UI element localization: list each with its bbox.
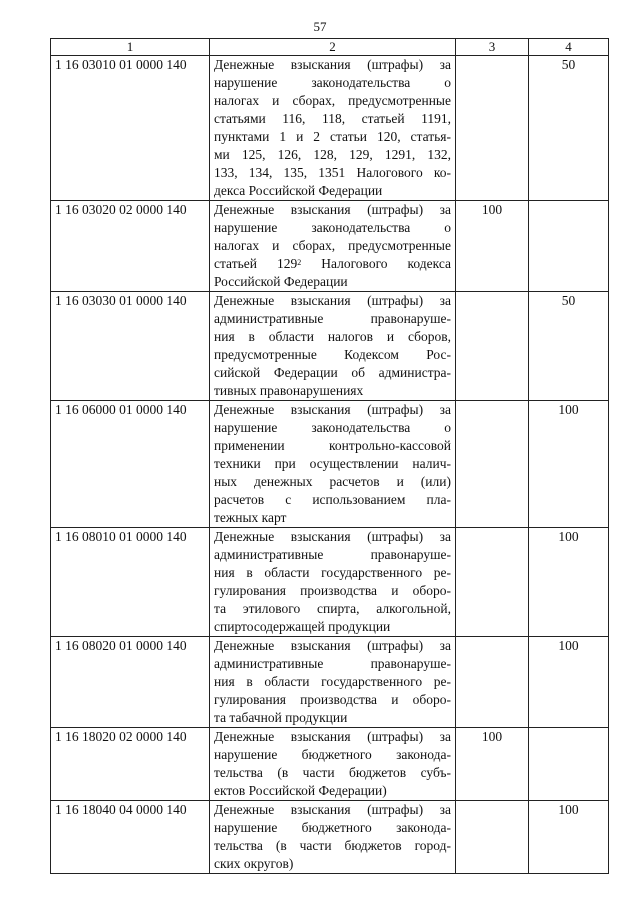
- table-row: [51, 637, 609, 728]
- value-col-3: 100: [456, 728, 529, 801]
- budget-classification-table: [50, 38, 609, 874]
- description-line: пунктами 1 и 2 статьи 120, статья-: [214, 129, 451, 144]
- value-col-3: 100: [456, 201, 529, 292]
- revenue-description: [210, 528, 456, 637]
- revenue-code: 1 16 03020 02 0000 140: [51, 201, 210, 292]
- revenue-description: [210, 56, 456, 201]
- description-text: статьей 129: [214, 256, 298, 271]
- table-row: [51, 292, 609, 401]
- description-line: тивных правонарушениях: [214, 383, 364, 398]
- value-col-3: [456, 292, 529, 401]
- revenue-code: 1 16 03010 01 0000 140: [51, 56, 210, 201]
- description-line: тельства (в части бюджетов город-: [214, 838, 451, 853]
- description-line: предусмотренные Кодексом Рос-: [214, 347, 451, 362]
- column-header-4: 4: [529, 39, 609, 56]
- revenue-code: 1 16 18020 02 0000 140: [51, 728, 210, 801]
- description-line: ми 125, 126, 128, 129, 1291, 132,: [214, 147, 451, 162]
- table-row: [51, 728, 609, 801]
- value-col-4: 50: [529, 292, 609, 401]
- revenue-code: 1 16 08010 01 0000 140: [51, 528, 210, 637]
- description-line: сийской Федерации об администра-: [214, 365, 451, 380]
- table-row: [51, 801, 609, 874]
- revenue-description: [210, 637, 456, 728]
- description-line: административные правонаруше-: [214, 656, 451, 671]
- description-line: Денежные взыскания (штрафы) за: [214, 57, 451, 72]
- column-header-2: 2: [210, 39, 456, 56]
- value-col-3: [456, 637, 529, 728]
- description-line: техники при осуществлении налич-: [214, 456, 451, 471]
- column-header-1: 1: [51, 39, 210, 56]
- value-col-4: 50: [529, 56, 609, 201]
- description-text: Налогового кодекса: [301, 256, 451, 271]
- value-col-4: 100: [529, 637, 609, 728]
- description-line: нарушение законодательства о: [214, 75, 451, 90]
- description-line: Денежные взыскания (штрафы) за: [214, 802, 451, 817]
- description-line: ектов Российской Федерации): [214, 783, 387, 798]
- description-line: 133, 134, 135, 1351 Налогового ко-: [214, 165, 451, 180]
- value-col-3: [456, 56, 529, 201]
- description-line: Денежные взыскания (штрафы) за: [214, 529, 451, 544]
- revenue-code: 1 16 03030 01 0000 140: [51, 292, 210, 401]
- description-line: нарушение бюджетного законода-: [214, 820, 451, 835]
- description-line: Денежные взыскания (штрафы) за: [214, 202, 451, 217]
- description-line: нарушение законодательства о: [214, 420, 451, 435]
- description-line: спиртосодержащей продукции: [214, 619, 391, 634]
- description-line: административные правонаруше-: [214, 547, 451, 562]
- description-line: Денежные взыскания (штрафы) за: [214, 638, 451, 653]
- description-line: ния в области налогов и сборов,: [214, 329, 451, 344]
- value-col-4: 100: [529, 401, 609, 528]
- description-line: налогах и сборах, предусмотренные: [214, 238, 451, 253]
- description-line: Денежные взыскания (штрафы) за: [214, 293, 451, 308]
- description-line: налогах и сборах, предусмотренные: [214, 93, 451, 108]
- value-col-4: 100: [529, 801, 609, 874]
- table-row: [51, 56, 609, 201]
- description-line: гулирования производства и оборо-: [214, 583, 451, 598]
- table-row: [51, 401, 609, 528]
- description-line: расчетов с использованием пла-: [214, 492, 451, 507]
- table-row: [51, 201, 609, 292]
- description-line: ских округов): [214, 856, 294, 871]
- description-line: та табачной продукции: [214, 710, 348, 725]
- value-col-3: [456, 528, 529, 637]
- description-line: декса Российской Федерации: [214, 183, 383, 198]
- description-line: тельства (в части бюджетов субъ-: [214, 765, 451, 780]
- revenue-description: [210, 292, 456, 401]
- revenue-code: 1 16 18040 04 0000 140: [51, 801, 210, 874]
- description-line: гулирования производства и оборо-: [214, 692, 451, 707]
- table-header: [51, 39, 609, 56]
- revenue-description: [210, 201, 456, 292]
- revenue-description: [210, 401, 456, 528]
- column-header-3: 3: [456, 39, 529, 56]
- value-col-4: 100: [529, 528, 609, 637]
- description-line: Денежные взыскания (штрафы) за: [214, 402, 451, 417]
- description-line: административные правонаруше-: [214, 311, 451, 326]
- value-col-3: [456, 401, 529, 528]
- value-col-4: [529, 728, 609, 801]
- page-number: 57: [313, 19, 327, 34]
- description-line: та этилового спирта, алкогольной,: [214, 601, 451, 616]
- value-col-4: [529, 201, 609, 292]
- description-line: ния в области государственного ре-: [214, 565, 451, 580]
- revenue-code: 1 16 06000 01 0000 140: [51, 401, 210, 528]
- table-row: [51, 528, 609, 637]
- superscript: 2: [297, 258, 302, 267]
- description-line: ных денежных расчетов и (или): [214, 474, 451, 489]
- description-line: ния в области государственного ре-: [214, 674, 451, 689]
- value-col-3: [456, 801, 529, 874]
- description-line: применении контрольно-кассовой: [214, 438, 451, 453]
- description-line: Российской Федерации: [214, 274, 348, 289]
- description-line: нарушение законодательства о: [214, 220, 451, 235]
- description-line: Денежные взыскания (штрафы) за: [214, 729, 451, 744]
- description-line: тежных карт: [214, 510, 287, 525]
- description-line: нарушение бюджетного законода-: [214, 747, 451, 762]
- revenue-description: [210, 728, 456, 801]
- description-line: статьями 116, 118, статьей 1191,: [214, 111, 451, 126]
- description-line: [214, 255, 451, 273]
- revenue-code: 1 16 08020 01 0000 140: [51, 637, 210, 728]
- revenue-description: [210, 801, 456, 874]
